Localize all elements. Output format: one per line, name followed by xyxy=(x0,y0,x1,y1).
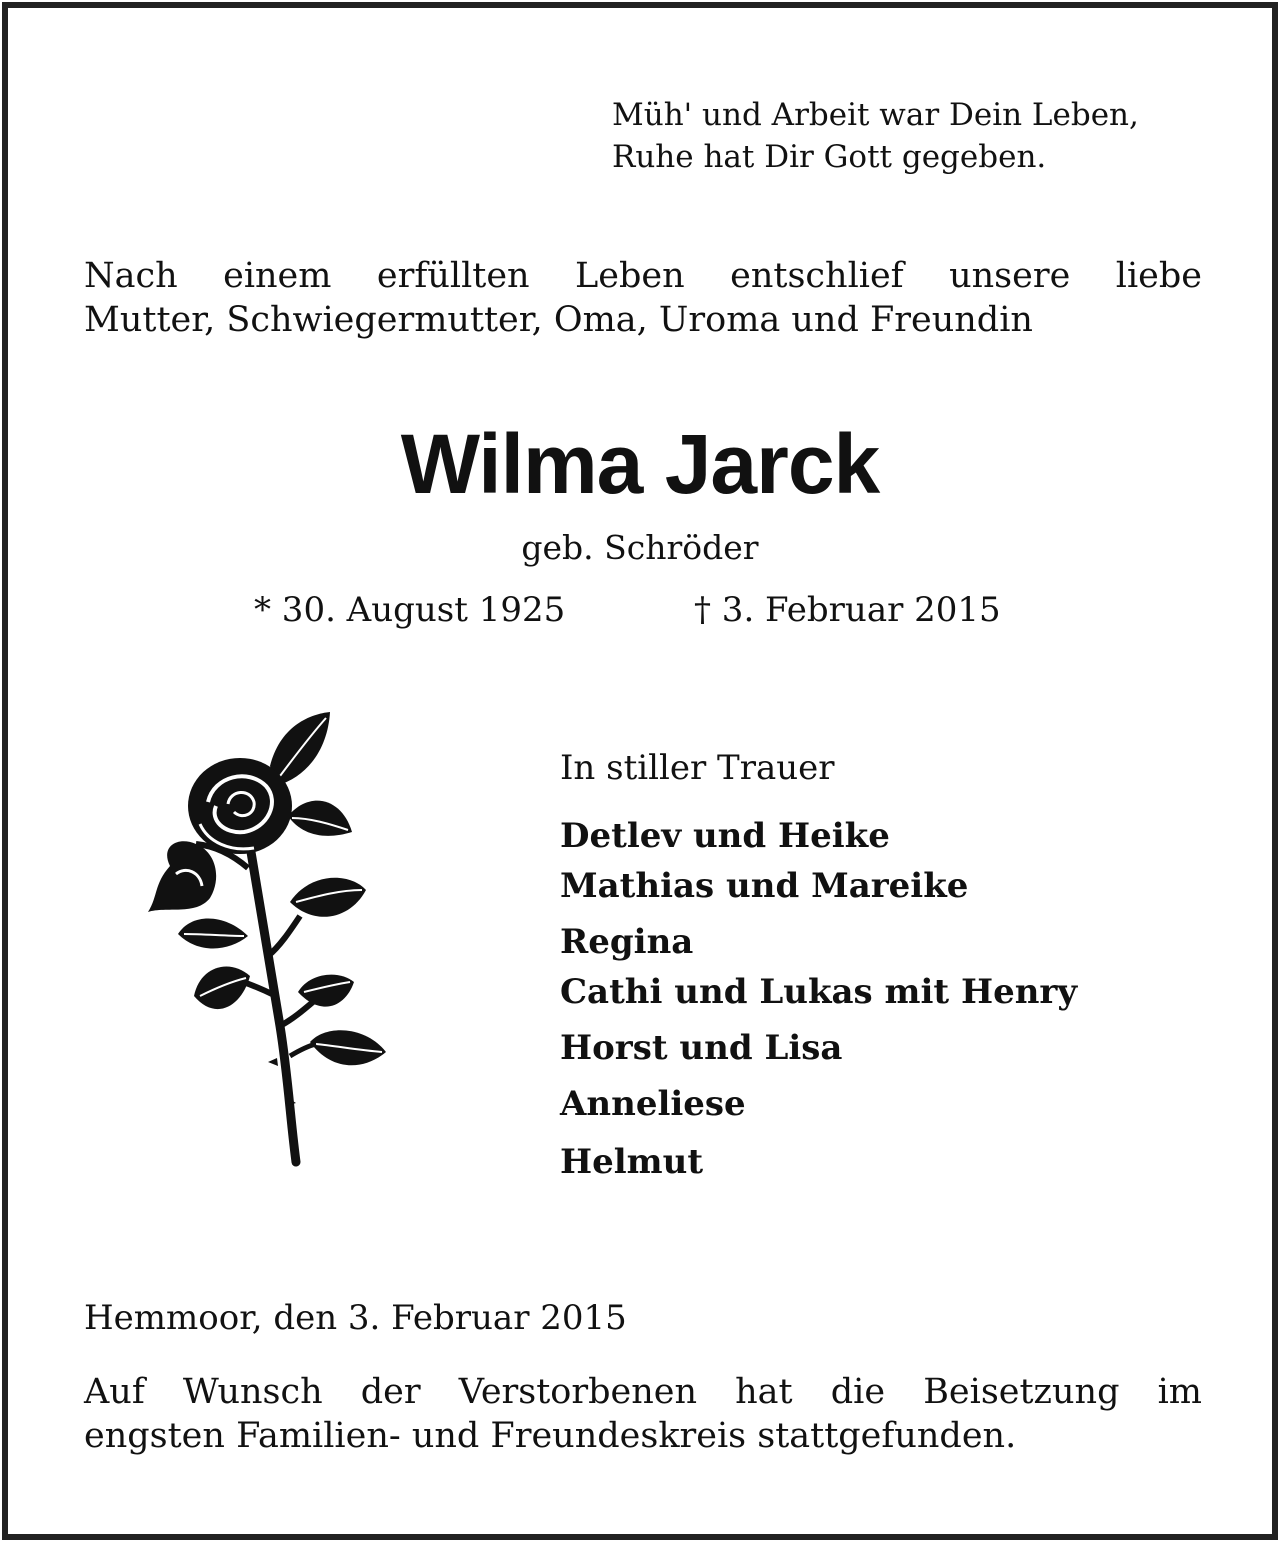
mourner-name: Cathi und Lukas mit Henry xyxy=(560,972,1078,1012)
place-and-date: Hemmoor, den 3. Februar 2015 xyxy=(84,1298,627,1338)
maiden-name: geb. Schröder xyxy=(521,528,759,567)
mourner-name: Horst und Lisa xyxy=(560,1028,843,1068)
birth-date: * 30. August 1925 xyxy=(254,590,566,630)
burial-note xyxy=(84,1370,1202,1458)
burial-note-line-2: engsten Familien- und Freundeskreis stattgefunden. xyxy=(84,1416,1017,1456)
deceased-name: Wilma Jarck xyxy=(400,417,880,511)
intro-line-1: Nach einem erfüllten Leben entschlief unsere liebe xyxy=(84,256,1202,296)
mourner-name: Helmut xyxy=(560,1142,704,1182)
obituary-frame xyxy=(2,2,1278,1540)
motto-line-2: Ruhe hat Dir Gott gegeben. xyxy=(612,139,1047,175)
rose-icon xyxy=(130,706,400,1176)
motto-line-1: Müh' und Arbeit war Dein Leben, xyxy=(612,97,1139,133)
mourner-name: Mathias und Mareike xyxy=(560,866,969,906)
motto-verse xyxy=(612,94,1139,178)
mourner-name: Detlev und Heike xyxy=(560,816,890,856)
burial-note-line-1: Auf Wunsch der Verstorbenen hat die Beisetzung im xyxy=(84,1372,1202,1412)
intro-text xyxy=(84,254,1202,342)
mourner-name: Anneliese xyxy=(560,1084,746,1124)
intro-line-2: Mutter, Schwiegermutter, Oma, Uroma und Freundin xyxy=(84,300,1033,340)
mourner-name: Regina xyxy=(560,922,694,962)
mourning-heading: In stiller Trauer xyxy=(560,748,835,788)
death-date: † 3. Februar 2015 xyxy=(694,590,1001,630)
